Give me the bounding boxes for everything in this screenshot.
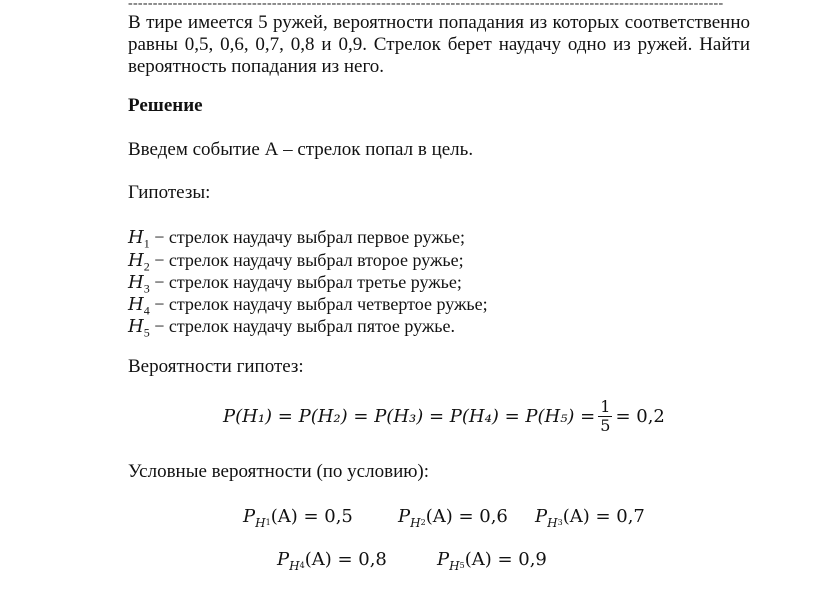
- fraction: [598, 398, 612, 435]
- separator-line: ------------------------------------------------------------------------------------------------------------------------: [128, 0, 724, 11]
- hypotheses-probability-equation: [223, 398, 665, 435]
- conditional-probability: $P_H5(A) = 0,9$: [437, 549, 547, 573]
- conditional-probability: $P_H3(A) = 0,7$: [535, 506, 645, 530]
- hypothesis-item: $H_4$ − стрелок наудачу выбрал четвертое ружье;: [128, 294, 488, 318]
- fraction-numerator: 1: [600, 397, 611, 416]
- probabilities-heading: Вероятности гипотез:: [128, 356, 304, 377]
- task-line: В тире имеется 5 ружей, вероятности попадания из которых соответственно: [128, 12, 750, 33]
- equation-rhs: = 0,2: [615, 406, 665, 427]
- hypothesis-item: $H_2$ − стрелок наудачу выбрал второе ружье;: [128, 250, 464, 274]
- conditional-probability: $P_H2(A) = 0,6$: [398, 506, 508, 530]
- hypothesis-item: $H_1$ − стрелок наудачу выбрал первое ружье;: [128, 227, 465, 251]
- equation-lhs: P(H₁) = P(H₂) = P(H₃) = P(H₄) = P(H₅) =: [223, 406, 596, 427]
- event-definition: Введем событие А – стрелок попал в цель.: [128, 139, 474, 160]
- task-line: вероятность попадания из него.: [128, 56, 385, 77]
- conditional-probability: $P_H1(A) = 0,5$: [243, 506, 353, 530]
- task-statement: [128, 12, 750, 78]
- fraction-denominator: 5: [600, 416, 611, 435]
- conditional-heading: Условные вероятности (по условию):: [128, 461, 430, 482]
- task-line: равны 0,5, 0,6, 0,7, 0,8 и 0,9. Стрелок берет наудачу одно из ружей. Найти: [128, 34, 750, 55]
- hypothesis-item: $H_3$ − стрелок наудачу выбрал третье ружье;: [128, 272, 462, 296]
- solution-heading: Решение: [128, 95, 203, 116]
- hypothesis-item: $H_5$ − стрелок наудачу выбрал пятое ружье.: [128, 316, 455, 340]
- hypotheses-heading: Гипотезы:: [128, 182, 211, 203]
- conditional-probability: $P_H4(A) = 0,8$: [277, 549, 387, 573]
